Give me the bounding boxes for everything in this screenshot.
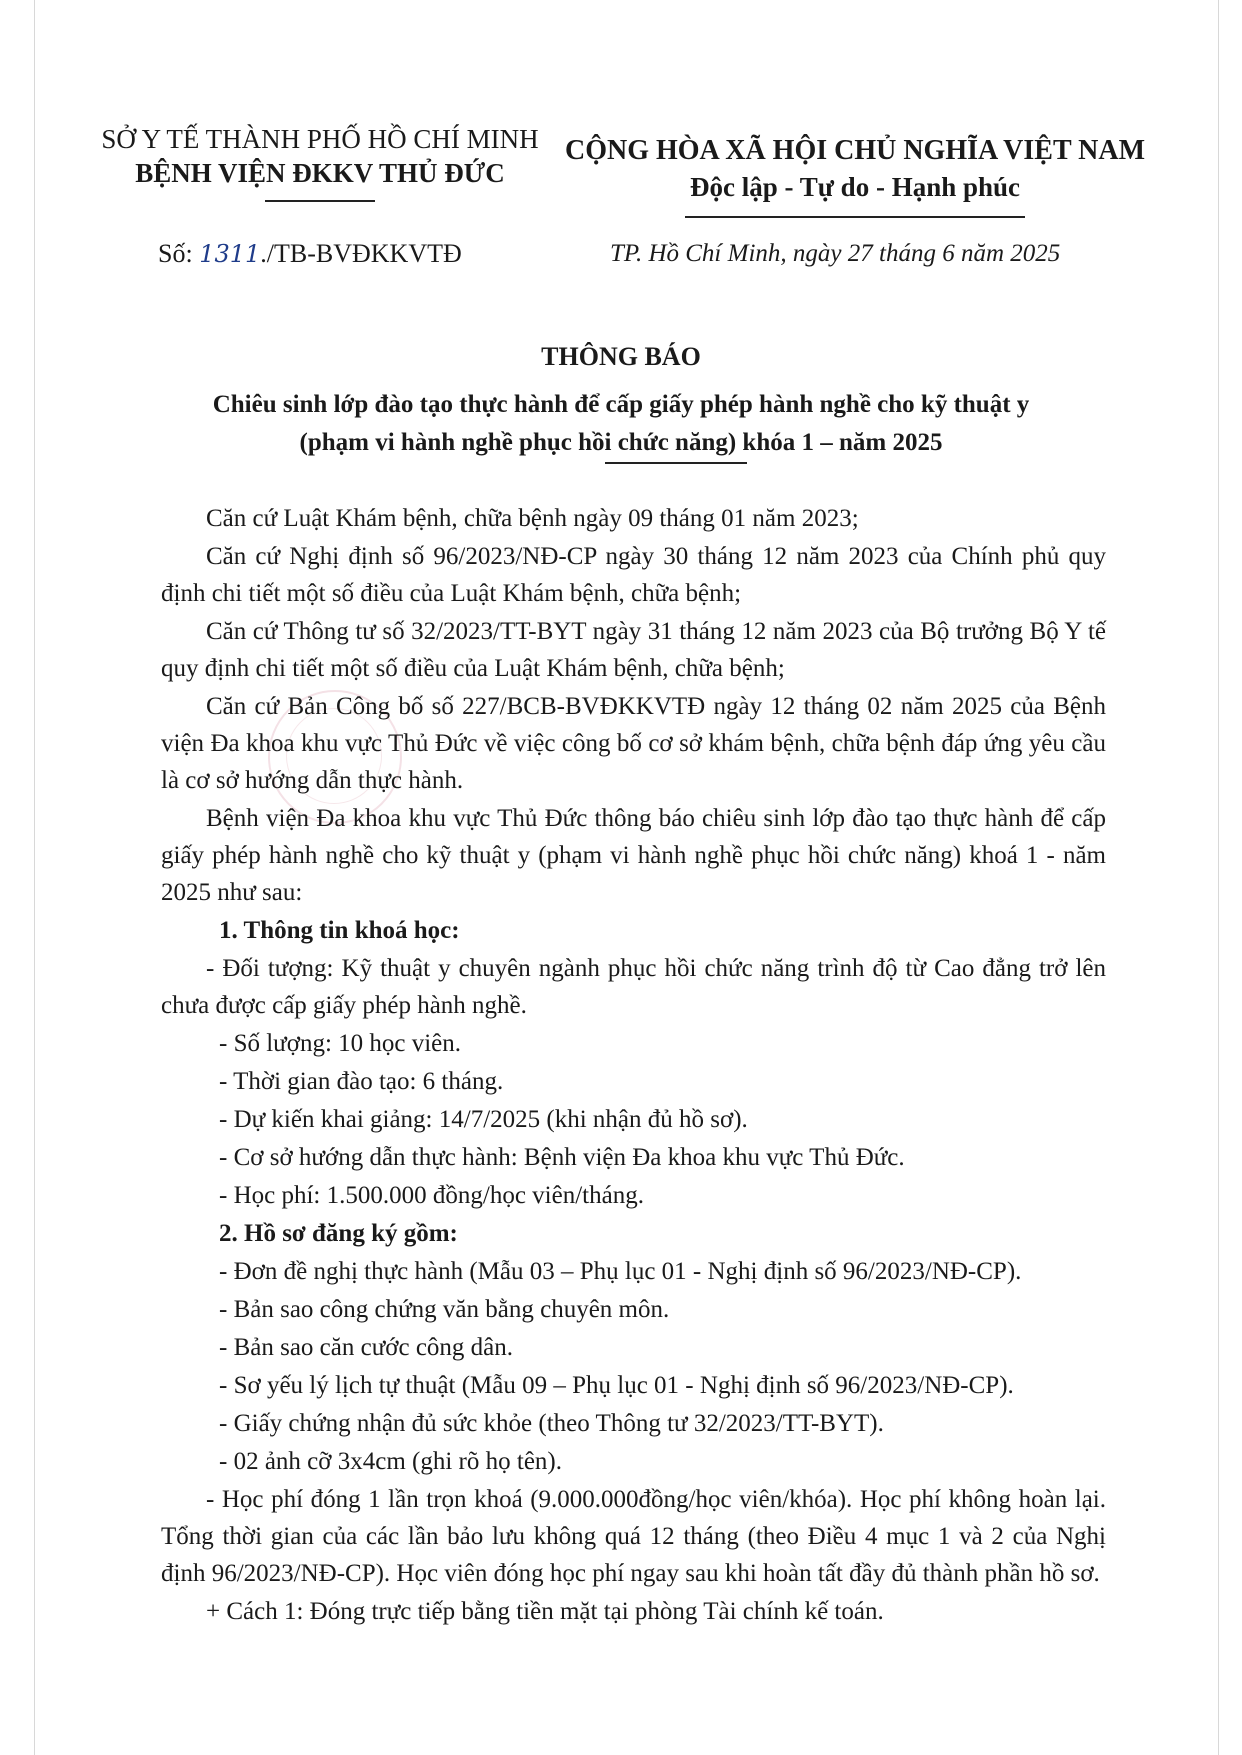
document-number-handwritten: 1311 xyxy=(199,240,261,268)
announcement-paragraph: Bệnh viện Đa khoa khu vực Thủ Đức thông báo chiêu sinh lớp đào tạo thực hành để cấp giấy phép hành nghề cho kỹ thuật y (phạm vi hành nghề phục hồi chức năng) khoá 1 - năm 2025 như sau: xyxy=(161,805,1106,906)
national-title: CỘNG HÒA XÃ HỘI CHỦ NGHĨA VIỆT NAM xyxy=(564,135,1146,166)
legal-basis-3: Căn cứ Thông tư số 32/2023/TT-BYT ngày 31 tháng 12 năm 2023 của Bộ trưởng Bộ Y tế quy định chi tiết một số điều của Luật Khám bệnh, chữa bệnh; xyxy=(161,618,1106,682)
section-application-docs: 2. Hồ sơ đăng ký gồm: xyxy=(219,1220,458,1247)
list-item: - Dự kiến khai giảng: 14/7/2025 (khi nhận đủ hồ sơ). xyxy=(219,1106,748,1133)
scan-edge-right xyxy=(1218,0,1219,1755)
national-motto: Độc lập - Tự do - Hạnh phúc xyxy=(689,172,1021,202)
subtitle-line-2: (phạm vi hành nghề phục hồi chức năng) khóa 1 – năm 2025 xyxy=(299,429,943,456)
document-number-prefix: Số: xyxy=(158,239,200,268)
document-number-suffix: ./TB-BVĐKKVTĐ xyxy=(260,239,462,268)
motto-underline xyxy=(685,216,1025,218)
national-motto-block xyxy=(555,132,1155,218)
document-body xyxy=(161,500,1106,1631)
document-subtitle xyxy=(150,386,1092,462)
list-item: - Bản sao công chứng văn bằng chuyên môn. xyxy=(219,1296,670,1323)
list-item: - Bản sao căn cước công dân. xyxy=(219,1334,514,1361)
payment-method-1: + Cách 1: Đóng trực tiếp bằng tiền mặt tại phòng Tài chính kế toán. xyxy=(206,1598,884,1625)
issuer-block xyxy=(100,122,540,202)
list-item: - Số lượng: 10 học viên. xyxy=(219,1030,462,1057)
list-item: - Cơ sở hướng dẫn thực hành: Bệnh viện Đa khoa khu vực Thủ Đức. xyxy=(219,1144,905,1171)
list-item: - Đơn đề nghị thực hành (Mẫu 03 – Phụ lục 01 - Nghị định số 96/2023/NĐ-CP). xyxy=(219,1258,1022,1285)
document-number xyxy=(158,238,462,270)
issuer-department: SỞ Y TẾ THÀNH PHỐ HỒ CHÍ MINH xyxy=(101,124,539,154)
issuer-hospital: BỆNH VIỆN ĐKKV THỦ ĐỨC xyxy=(135,158,505,188)
legal-basis-2: Căn cứ Nghị định số 96/2023/NĐ-CP ngày 30 tháng 12 năm 2023 của Chính phủ quy định chi tiết một số điều của Luật Khám bệnh, chữa bệnh; xyxy=(161,543,1106,607)
list-item: - Giấy chứng nhận đủ sức khỏe (theo Thông tư 32/2023/TT-BYT). xyxy=(219,1410,884,1437)
list-item: - Thời gian đào tạo: 6 tháng. xyxy=(219,1068,504,1095)
legal-basis-4: Căn cứ Bản Công bố số 227/BCB-BVĐKKVTĐ ngày 12 tháng 02 năm 2025 của Bệnh viện Đa khoa khu vực Thủ Đức về việc công bố cơ sở khám bệnh, chữa bệnh đáp ứng yêu cầu là cơ sở hướng dẫn thực hành. xyxy=(161,693,1106,794)
scan-edge-left xyxy=(34,0,35,1755)
section-course-info: 1. Thông tin khoá học: xyxy=(219,917,460,944)
legal-basis-1: Căn cứ Luật Khám bệnh, chữa bệnh ngày 09 tháng 01 năm 2023; xyxy=(206,505,859,532)
list-item: - Sơ yếu lý lịch tự thuật (Mẫu 09 – Phụ lục 01 - Nghị định số 96/2023/NĐ-CP). xyxy=(219,1372,1014,1399)
title-underline xyxy=(605,462,747,464)
list-item: - 02 ảnh cỡ 3x4cm (ghi rõ họ tên). xyxy=(219,1448,562,1475)
document-title: THÔNG BÁO xyxy=(541,342,701,371)
document-date: TP. Hồ Chí Minh, ngày 27 tháng 6 năm 2025 xyxy=(610,240,1061,267)
list-item: - Đối tượng: Kỹ thuật y chuyên ngành phục hồi chức năng trình độ từ Cao đẳng trở lên chưa được cấp giấy phép hành nghề. xyxy=(161,955,1106,1019)
list-item: - Học phí: 1.500.000 đồng/học viên/tháng. xyxy=(219,1182,644,1209)
subtitle-line-1: Chiêu sinh lớp đào tạo thực hành để cấp giấy phép hành nghề cho kỹ thuật y xyxy=(212,391,1030,418)
fee-paragraph: - Học phí đóng 1 lần trọn khoá (9.000.000đồng/học viên/khóa). Học phí không hoàn lại. Tổng thời gian của các lần bảo lưu không quá 12 tháng (theo Điều 4 mục 1 và 2 của Nghị định 96/2023/NĐ-CP). Học viên đóng học phí ngay sau khi hoàn tất đầy đủ thành phần hồ sơ. xyxy=(161,1486,1106,1587)
issuer-underline xyxy=(265,200,375,202)
